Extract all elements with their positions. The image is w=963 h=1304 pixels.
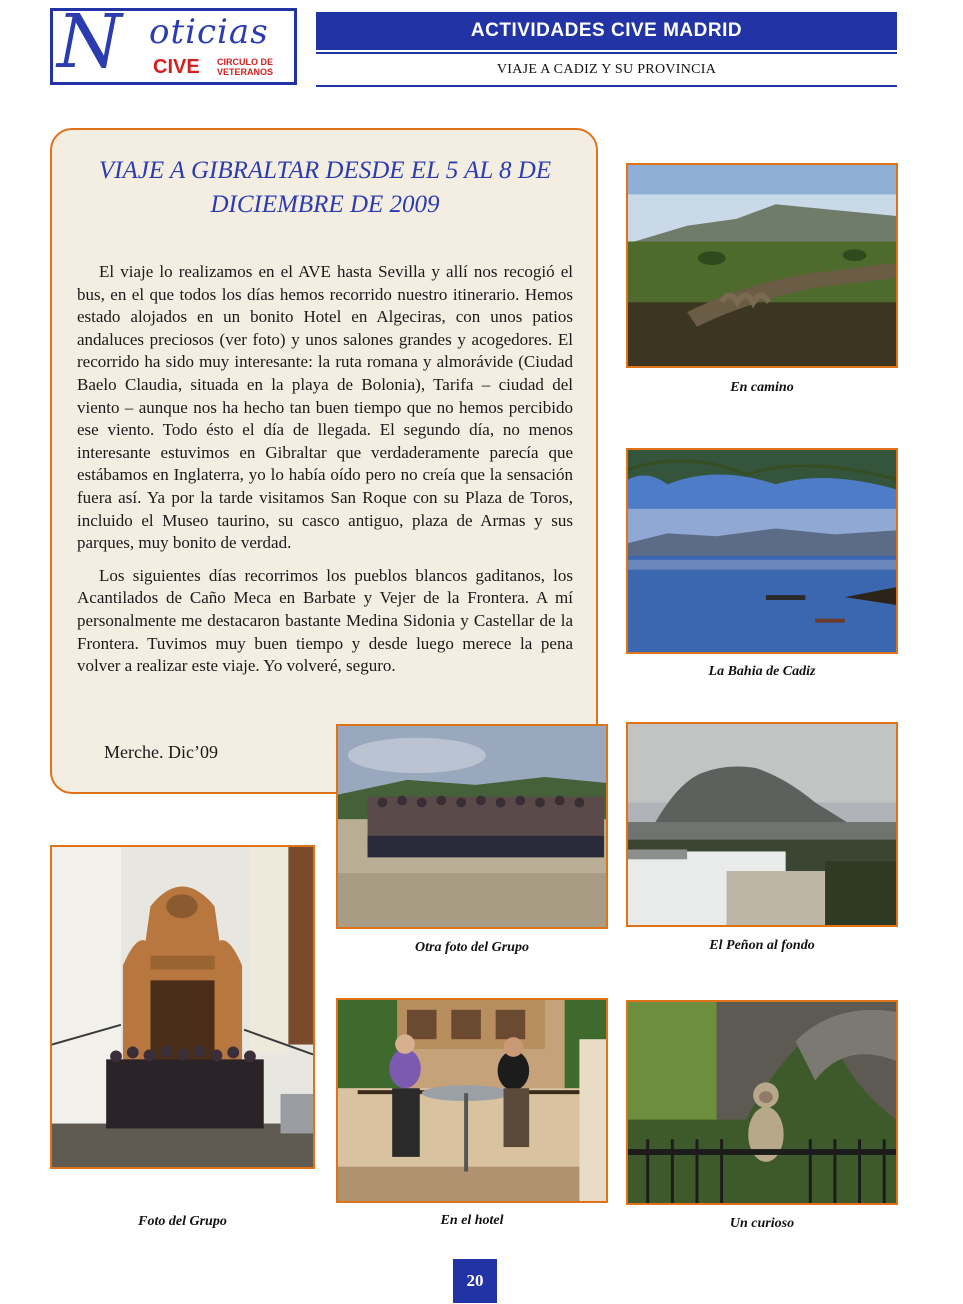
photo-otra-grupo [336,724,608,929]
photo-en-camino [626,163,898,368]
noticias-cive-logo [50,8,297,85]
logo-subtitle: CIRCULO DE VETERANOS [217,57,274,77]
photo-un-curioso [626,1000,898,1205]
photo-bahia-cadiz [626,448,898,654]
section-subtitle: VIAJE A CADIZ Y SU PROVINCIA [496,62,717,77]
logo-word: oticias [149,12,269,52]
logo-cive: CIVE [153,56,200,78]
caption-en-el-hotel: En el hotel [440,1213,504,1228]
page-number: 20 [453,1259,497,1303]
caption-bahia-cadiz: La Bahia de Cadiz [708,664,816,679]
caption-foto-grupo: Foto del Grupo [138,1214,227,1229]
logo-letter: N [57,8,122,85]
article-paragraph: El viaje lo realizamos en el AVE hasta Sevilla y allí nos recogió el bus, en el que todos los días hemos recorrido nuestro itinerario. Hemos estado alojados en un bonito Hotel en Algeciras, con unos patios andaluces preciosos (ver foto) y unos salones grandes y acogedores. El recorrido ha sido muy interesante: la ruta romana y almorávide (Ciudad Baelo Claudia, situada en la playa de Bolonia), Tarifa – ciudad del viento – aunque nos ha hecho tan buen tiempo que no hemos percibido ese viento. Todo ésto el día de llegada. El segundo día, no menos interesante estuvimos en Gibraltar que verdaderamente parecía que estábamos en Inglaterra, yo lo había oído pero no creía que la sensación fuera así. Ya por la tarde visitamos San Roque con su Plaza de Toros, incluido el Museo taurino, su casco antiguo, plaza de Armas y sus parques, muy bonito de verdad. [77,262,573,553]
header-divider [316,52,897,54]
article-title: VIAJE A GIBRALTAR DESDE EL 5 AL 8 DE DICIEMBRE DE 2009 [98,157,552,218]
caption-en-camino: En camino [730,380,794,395]
photo-penon [626,722,898,927]
photo-en-el-hotel [336,998,608,1203]
caption-penon: El Peñon al fondo [709,938,815,953]
caption-un-curioso: Un curioso [729,1216,795,1231]
header-divider-bottom [316,85,897,87]
article-paragraph: Los siguientes días recorrimos los pueblos blancos gaditanos, los Acantilados de Caño Meca en Barbate y Vejer de la Frontera. A mí personalmente me destacaron bastante Medina Sidonia y Castellar de la Frontera. Tuvimos muy buen tiempo y desde luego merece la pena volver a realizar este viaje. Yo volveré, seguro. [77,565,573,676]
article-body [77,261,573,688]
photo-foto-grupo [50,845,315,1169]
caption-otra-grupo: Otra foto del Grupo [415,940,529,955]
section-banner: ACTIVIDADES CIVE MADRID [316,12,897,50]
article-signature: Merche. Dic’09 [104,742,218,762]
